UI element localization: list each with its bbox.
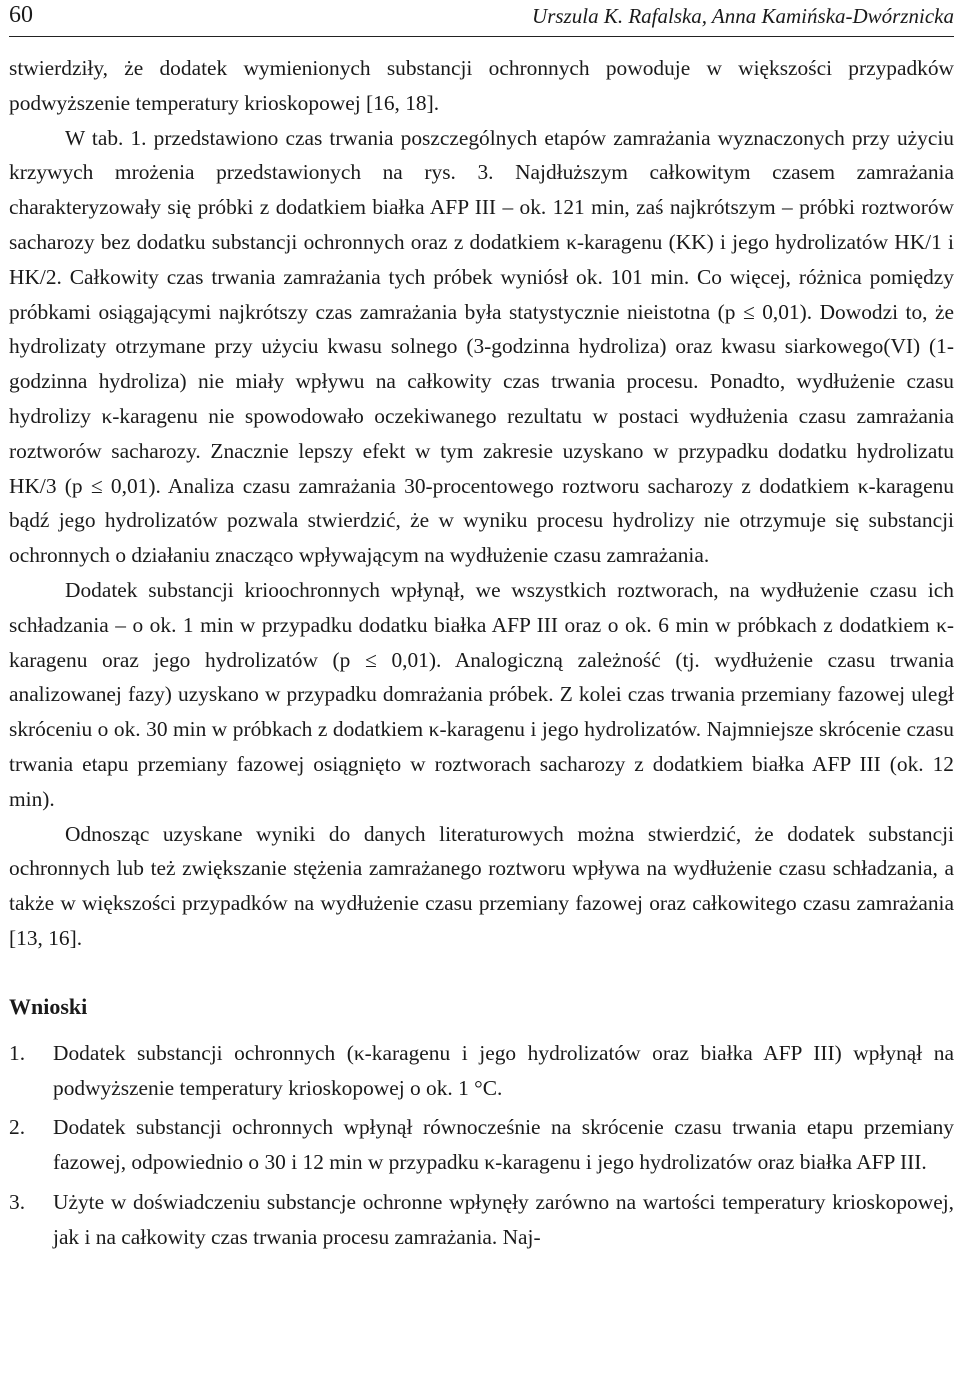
- section-heading-conclusions: Wnioski: [9, 993, 88, 1019]
- document-page: [9, 0, 954, 1260]
- paragraph: stwierdziły, że dodatek wymienionych substancji ochronnych powoduje w większości przypadków podwyższenie temperatury krioskopowej [16, 18].: [9, 56, 954, 115]
- list-item: [9, 1036, 954, 1106]
- running-head-authors: Urszula K. Rafalska, Anna Kamińska-Dwórznicka: [532, 4, 954, 28]
- list-item: [9, 1110, 954, 1180]
- paragraph: Odnosząc uzyskane wyniki do danych literaturowych można stwierdzić, że dodatek substancji ochronnych lub też zwiększanie stężenia zamrażanego roztworu wpływa na wydłużenie czasu schładzania, a także w większości przypadków na wydłużenie czasu przemiany fazowej oraz całkowitego czasu zamrażania [13, 16].: [9, 821, 954, 950]
- page-header: [9, 0, 954, 37]
- list-item-number: 3.: [9, 1189, 26, 1214]
- list-item-text: Dodatek substancji ochronnych (κ-karagenu i jego hydrolizatów oraz białka AFP III) wpłynął na podwyższenie temperatury krioskopowej o ok. 1 °C.: [53, 1040, 954, 1100]
- body-text: [9, 51, 954, 956]
- list-item-number: 2.: [9, 1115, 26, 1140]
- list-item-text: Dodatek substancji ochronnych wpłynął równocześnie na skrócenie czasu trwania etapu przemiany fazowej, odpowiednio o 30 i 12 min w przypadku κ-karagenu i jego hydrolizatów oraz białka AFP III.: [53, 1115, 954, 1175]
- page-number: 60: [9, 2, 33, 28]
- list-item: [9, 1185, 954, 1255]
- list-item-number: 1.: [9, 1040, 26, 1065]
- paragraph: Dodatek substancji krioochronnych wpłynął, we wszystkich roztworach, na wydłużenie czasu ich schładzania – o ok. 1 min w przypadku dodatku białka AFP III oraz o ok. 6 min w próbkach z dodatkiem κ-karagenu oraz jego hydrolizatów (p ≤ 0,01). Analogiczną zależność (tj. wydłużenie czasu trwania analizowanej fazy) uzyskano w przypadku domrażania próbek. Z kolei czas trwania przemiany fazowej uległ skróceniu o ok. 30 min w próbkach z dodatkiem κ-karagenu i jego hydrolizatów. Najmniejsze skrócenie czasu trwania etapu przemiany fazowej osiągnięto w roztworach sacharozy z dodatkiem białka AFP III (ok. 12 min).: [9, 577, 954, 811]
- list-item-text: Użyte w doświadczeniu substancje ochronne wpłynęły zarówno na wartości temperatury krioskopowej, jak i na całkowity czas trwania procesu zamrażania. Naj-: [53, 1189, 954, 1249]
- paragraph: W tab. 1. przedstawiono czas trwania poszczególnych etapów zamrażania wyznaczonych przy użyciu krzywych mrożenia przedstawionych na rys. 3. Najdłuższym całkowitym czasem zamrażania charakteryzowały się próbki z dodatkiem białka AFP III – ok. 121 min, zaś najkrótszym – próbki roztworów sacharozy bez dodatku substancji ochronnych oraz z dodatkiem κ-karagenu (KK) i jego hydrolizatów HK/1 i HK/2. Całkowity czas trwania zamrażania tych próbek wyniósł ok. 101 min. Co więcej, różnica pomiędzy próbkami osiągającymi najkrótszy czas zamrażania była statystycznie nieistotna (p ≤ 0,01). Dowodzi to, że hydrolizaty otrzymane przy użyciu kwasu solnego (3-godzinna hydroliza) oraz kwasu siarkowego(VI) (1-godzinna hydroliza) nie miały wpływu na całkowity czas trwania procesu. Ponadto, wydłużenie czasu hydrolizy κ-karagenu nie spowodowało oczekiwanego rezultatu w postaci wydłużenia czasu zamrażania roztworów sacharozy. Znacznie lepszy efekt w tym zakresie uzyskano w przypadku dodatku hydrolizatu HK/3 (p ≤ 0,01). Analiza czasu zamrażania 30-procentowego roztworu sacharozy z dodatkiem κ-karagenu bądź jego hydrolizatów pozwala stwierdzić, że w wyniku procesu hydrolizy nie otrzymuje się substancji ochronnych o działaniu znacząco wpływającym na wydłużenie czasu zamrażania.: [9, 125, 954, 568]
- conclusions-list: [9, 1036, 954, 1255]
